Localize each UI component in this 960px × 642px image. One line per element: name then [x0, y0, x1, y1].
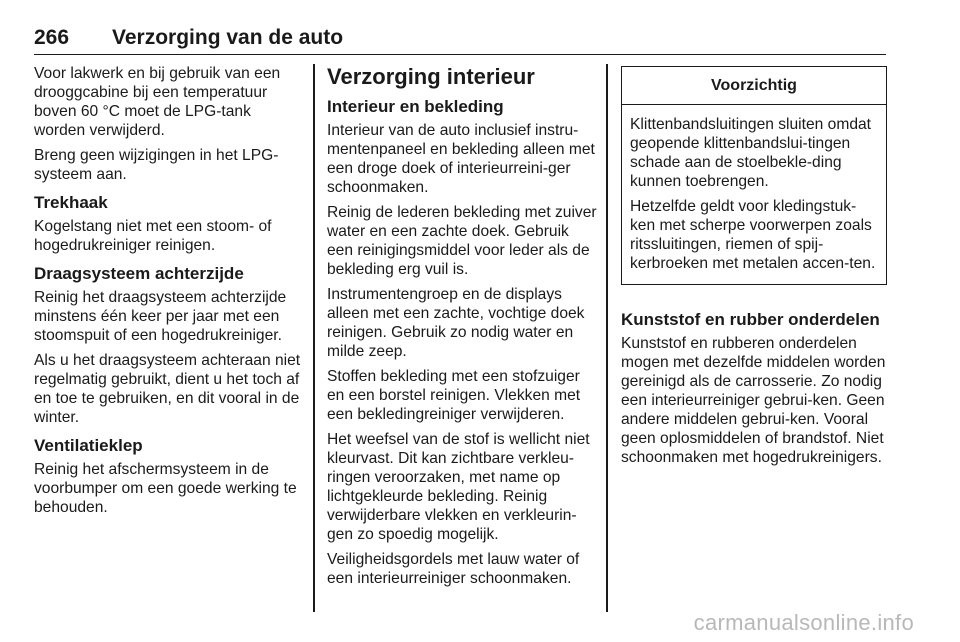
page-header: [34, 24, 886, 55]
column-middle: [327, 64, 599, 594]
caution-paragraph-klittenband: Klittenbandsluitingen sluiten omdat geopende klittenbandslui-tingen schade aan de stoelbekle-ding kunnen toebrengen.: [630, 116, 871, 190]
heading-ventilatieklep: Ventilatieklep: [34, 436, 143, 455]
paragraph-draagsysteem-reinigen: Reinig het draagsysteem achterzijde minstens één keer per jaar met een stoomspuit of een hogedrukreiniger.: [34, 289, 287, 344]
section-title-interieur: Verzorging interieur: [327, 64, 535, 89]
page-number: 266: [34, 26, 70, 49]
paragraph-lpg-lakwerk: Voor lakwerk en bij gebruik van een drooggcabine bij een temperatuur boven 60 °C moet de LPG-tank worden verwijderd.: [34, 65, 281, 139]
column-right: [621, 64, 887, 473]
heading-interieur-bekleding: Interieur en bekleding: [327, 97, 504, 116]
column-divider-left: [313, 64, 315, 612]
paragraph-weefsel: Het weefsel van de stof is wellicht niet kleurvast. Dit kan zichtbare verkleu-ringen veroorzaken, met name op lichtgekleurde bekleding. Reinig verwijderbare vlekken en verkleurin-gen zo spoedig mogelijk.: [327, 431, 590, 543]
paragraph-instrumentengroep: Instrumentengroep en de displays alleen met een zachte, vochtige doek reinigen. Gebruik zo nodig water en milde zeep.: [327, 286, 585, 360]
watermark-text: carmanualsonline.info: [693, 610, 914, 635]
caution-title: Voorzichtig: [622, 67, 886, 105]
heading-trekhaak: Trekhaak: [34, 193, 108, 212]
paragraph-trekhaak: Kogelstang niet met een stoom- of hogedrukreiniger reinigen.: [34, 218, 272, 254]
caution-body: [622, 105, 886, 284]
paragraph-stoffen-bekleding: Stoffen bekleding met een stofzuiger en een borstel reinigen. Vlekken met een bekledingreiniger verwijderen.: [327, 368, 581, 423]
paragraph-draagsysteem-gebruik: Als u het draagsysteem achteraan niet regelmatig gebruikt, dient u het toch af en toe te gebruiken, en dit vooral in de winter.: [34, 352, 301, 426]
column-divider-right: [606, 64, 608, 612]
column-left: [34, 64, 306, 523]
paragraph-lpg-systeem: Breng geen wijzigingen in het LPG-systeem aan.: [34, 147, 279, 183]
page-title: Verzorging van de auto: [112, 26, 344, 49]
heading-draagsysteem: Draagsysteem achterzijde: [34, 264, 244, 283]
paragraph-interieur: Interieur van de auto inclusief instru-mentenpaneel en bekleding alleen met een droge doek of interieurreini-ger schoonmaken.: [327, 122, 595, 196]
paragraph-kunststof-rubber: Kunststof en rubberen onderdelen mogen met dezelfde middelen worden gereinigd als de carrosserie. Zo nodig een interieurreiniger gebrui-ken. Geen andere middelen gebrui-ken. Vooral geen oplosmiddelen of brandstof. Niet schoonmaken met hogedrukreinigers.: [621, 335, 886, 466]
paragraph-ventilatieklep: Reinig het afschermsysteem in de voorbumper om een goede werking te behouden.: [34, 461, 297, 516]
caution-box: [621, 66, 887, 285]
caution-paragraph-kledingstukken: Hetzelfde geldt voor kledingstuk-ken met scherpe voorwerpen zoals ritssluitingen, riemen of spij-kerbroeken met metalen accen-ten.: [630, 198, 876, 272]
heading-kunststof-rubber: Kunststof en rubber onderdelen: [621, 310, 880, 329]
paragraph-leder: Reinig de lederen bekleding met zuiver water en een zachte doek. Gebruik een reinigingsmiddel voor leder als de bekleding erg vuil is.: [327, 204, 597, 278]
paragraph-veiligheidsgordels: Veiligheidsgordels met lauw water of een interieurreiniger schoonmaken.: [327, 551, 580, 587]
